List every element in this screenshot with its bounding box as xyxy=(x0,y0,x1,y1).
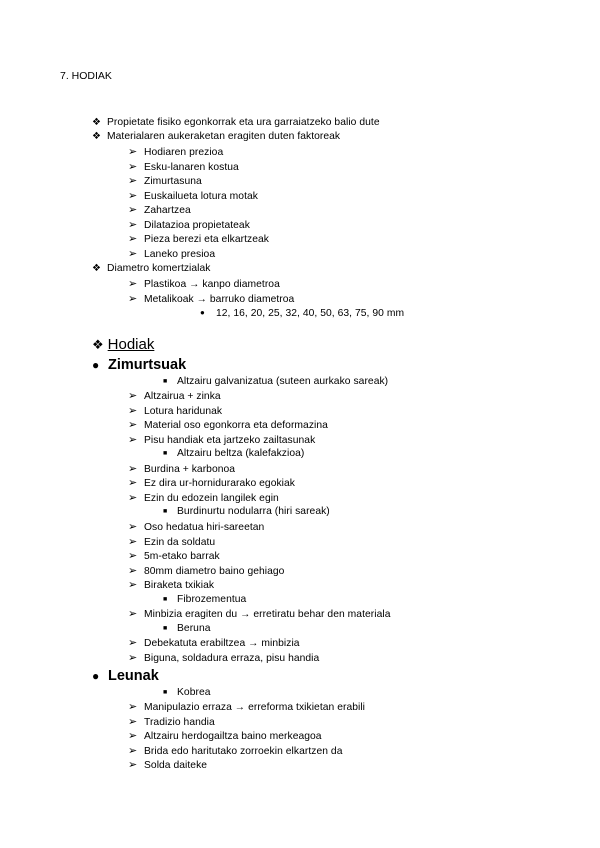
diameter-values: 12, 16, 20, 25, 32, 40, 50, 63, 75, 90 mm xyxy=(216,308,405,319)
list-item-text: Altzairu galvanizatua (suteen aurkako sareak) xyxy=(177,376,389,387)
list-item xyxy=(128,715,215,730)
arrow-bullet-icon: ➢ xyxy=(128,565,138,577)
square-bullet-icon: ■ xyxy=(163,625,168,632)
arrow-bullet-icon: ➢ xyxy=(128,161,138,173)
list-item xyxy=(128,578,214,593)
arrow-bullet-icon: ➢ xyxy=(128,219,138,231)
list-item-text: Metalikoak → barruko diametroa xyxy=(144,294,295,305)
list-item-text: Solda daiteke xyxy=(144,760,208,771)
arrow-bullet-icon: ➢ xyxy=(128,146,138,158)
list-item-text: Materialaren aukeraketan eragiten duten faktoreak xyxy=(107,131,341,142)
list-item xyxy=(128,700,365,715)
list-item-text: Kobrea xyxy=(177,687,211,698)
list-item xyxy=(128,520,264,535)
list-item-text: Brida edo haritutako zorroekin elkartzen da xyxy=(144,746,343,757)
list-item-text: Diametro komertzialak xyxy=(107,263,211,274)
list-item-text: Tradizio handia xyxy=(144,717,215,728)
arrow-bullet-icon: ➢ xyxy=(128,463,138,475)
list-item-text: Debekatuta erabiltzea → minbizia xyxy=(144,638,300,649)
list-item xyxy=(163,375,388,389)
list-item xyxy=(128,564,284,579)
list-item-text: Pieza berezi eta elkartzeak xyxy=(144,234,269,245)
arrow-bullet-icon: ➢ xyxy=(128,278,138,290)
list-item-text: Altzairu beltza (kalefakzioa) xyxy=(177,448,305,459)
list-item xyxy=(128,189,258,204)
list-item-text: Propietate fisiko egonkorrak eta ura garraiatzeko balio dute xyxy=(107,117,380,128)
list-item-text: Biguna, soldadura erraza, pisu handia xyxy=(144,653,320,664)
list-item-text: Manipulazio erraza → erreforma txikietan erabili xyxy=(144,702,366,713)
arrow-bullet-icon: ➢ xyxy=(128,716,138,728)
square-bullet-icon: ■ xyxy=(163,450,168,457)
diamond-bullet-icon: ❖ xyxy=(92,131,102,142)
list-item xyxy=(128,491,279,506)
leunak-heading xyxy=(92,667,159,685)
list-item xyxy=(128,145,223,160)
list-item xyxy=(128,247,215,262)
list-item xyxy=(128,174,202,189)
list-item xyxy=(128,744,342,759)
arrow-bullet-icon: ➢ xyxy=(128,536,138,548)
arrow-bullet-icon: ➢ xyxy=(128,390,138,402)
list-item xyxy=(92,262,210,276)
arrow-bullet-icon: ➢ xyxy=(128,248,138,260)
list-item xyxy=(128,160,239,175)
list-item-text: Ez dira ur-hornidurarako egokiak xyxy=(144,478,295,489)
dot-bullet-icon: ● xyxy=(200,308,205,317)
arrow-bullet-icon: ➢ xyxy=(128,652,138,664)
arrow-bullet-icon: ➢ xyxy=(128,637,138,649)
arrow-bullet-icon: ➢ xyxy=(128,701,138,713)
diamond-bullet-icon: ❖ xyxy=(92,337,104,352)
list-item-text: Dilatazioa propietateak xyxy=(144,220,250,231)
list-item-text: Burdinurtu nodularra (hiri sareak) xyxy=(177,506,330,517)
list-item-text: Hodiaren prezioa xyxy=(144,147,224,158)
list-item xyxy=(200,306,404,321)
arrow-bullet-icon: ➢ xyxy=(128,477,138,489)
arrow-bullet-icon: ➢ xyxy=(128,419,138,431)
dot-bullet-icon: ● xyxy=(92,669,100,683)
arrow-bullet-icon: ➢ xyxy=(128,175,138,187)
list-item-text: Fibrozementua xyxy=(177,594,247,605)
square-bullet-icon: ■ xyxy=(163,508,168,515)
list-item xyxy=(163,505,330,519)
list-item xyxy=(128,549,220,564)
list-item-text: Oso hedatua hiri-sareetan xyxy=(144,522,265,533)
zimurtsuak-heading-text: Zimurtsuak xyxy=(108,357,187,373)
arrow-bullet-icon: ➢ xyxy=(128,190,138,202)
list-item xyxy=(163,686,211,700)
list-item xyxy=(128,636,300,651)
list-item xyxy=(128,232,269,247)
list-item xyxy=(163,622,211,636)
arrow-bullet-icon: ➢ xyxy=(128,204,138,216)
arrow-bullet-icon: ➢ xyxy=(128,608,138,620)
list-item xyxy=(128,418,328,433)
list-item-text: Burdina + karbonoa xyxy=(144,464,236,475)
section-title: 7. HODIAK xyxy=(60,70,112,82)
list-item-text: Ezin du edozein langilek egin xyxy=(144,493,279,504)
list-item-text: Ezin da soldatu xyxy=(144,537,216,548)
list-item xyxy=(128,462,235,477)
leunak-heading-text: Leunak xyxy=(108,668,159,684)
diamond-bullet-icon: ❖ xyxy=(92,117,102,128)
list-item-text: Euskailueta lotura motak xyxy=(144,191,258,202)
arrow-bullet-icon: ➢ xyxy=(128,579,138,591)
list-item xyxy=(128,729,322,744)
list-item xyxy=(128,758,207,773)
list-item-text: 80mm diametro baino gehiago xyxy=(144,566,285,577)
arrow-bullet-icon: ➢ xyxy=(128,521,138,533)
diamond-bullet-icon: ❖ xyxy=(92,263,102,274)
arrow-bullet-icon: ➢ xyxy=(128,293,138,305)
list-item xyxy=(128,218,250,233)
list-item xyxy=(128,651,319,666)
list-item xyxy=(128,535,215,550)
list-item-text: 5m-etako barrak xyxy=(144,551,220,562)
list-item-text: Beruna xyxy=(177,623,211,634)
dot-bullet-icon: ● xyxy=(92,358,100,372)
arrow-bullet-icon: ➢ xyxy=(128,233,138,245)
list-item-text: Altzairua + zinka xyxy=(144,391,221,402)
arrow-bullet-icon: ➢ xyxy=(128,745,138,757)
zimurtsuak-heading xyxy=(92,356,186,374)
list-item xyxy=(128,292,294,307)
list-item xyxy=(92,130,340,144)
list-item-text: Zimurtasuna xyxy=(144,176,202,187)
arrow-bullet-icon: ➢ xyxy=(128,434,138,446)
list-item-text: Plastikoa → kanpo diametroa xyxy=(144,279,280,290)
list-item xyxy=(128,607,390,622)
list-item xyxy=(128,476,295,491)
list-item xyxy=(128,203,191,218)
list-item-text: Lotura haridunak xyxy=(144,406,223,417)
arrow-bullet-icon: ➢ xyxy=(128,759,138,771)
list-item-text: Material oso egonkorra eta deformazina xyxy=(144,420,328,431)
list-item-text: Laneko presioa xyxy=(144,249,216,260)
list-item xyxy=(92,116,380,130)
arrow-bullet-icon: ➢ xyxy=(128,492,138,504)
list-item xyxy=(128,404,222,419)
arrow-bullet-icon: ➢ xyxy=(128,550,138,562)
hodiak-heading-text: Hodiak xyxy=(107,336,155,353)
list-item-text: Zahartzea xyxy=(144,205,191,216)
square-bullet-icon: ■ xyxy=(163,596,168,603)
list-item-text: Pisu handiak eta jartzeko zailtasunak xyxy=(144,435,316,446)
square-bullet-icon: ■ xyxy=(163,378,168,385)
list-item xyxy=(128,277,280,292)
arrow-bullet-icon: ➢ xyxy=(128,730,138,742)
list-item xyxy=(163,593,246,607)
square-bullet-icon: ■ xyxy=(163,689,168,696)
list-item-text: Esku-lanaren kostua xyxy=(144,162,239,173)
list-item xyxy=(163,447,304,461)
arrow-bullet-icon: ➢ xyxy=(128,405,138,417)
list-item-text: Biraketa txikiak xyxy=(144,580,215,591)
list-item-text: Minbizia eragiten du → erretiratu behar den materiala xyxy=(144,609,391,620)
list-item xyxy=(128,389,221,404)
list-item xyxy=(128,433,315,448)
list-item-text: Altzairu herdogailtza baino merkeagoa xyxy=(144,731,322,742)
hodiak-heading xyxy=(92,336,154,354)
